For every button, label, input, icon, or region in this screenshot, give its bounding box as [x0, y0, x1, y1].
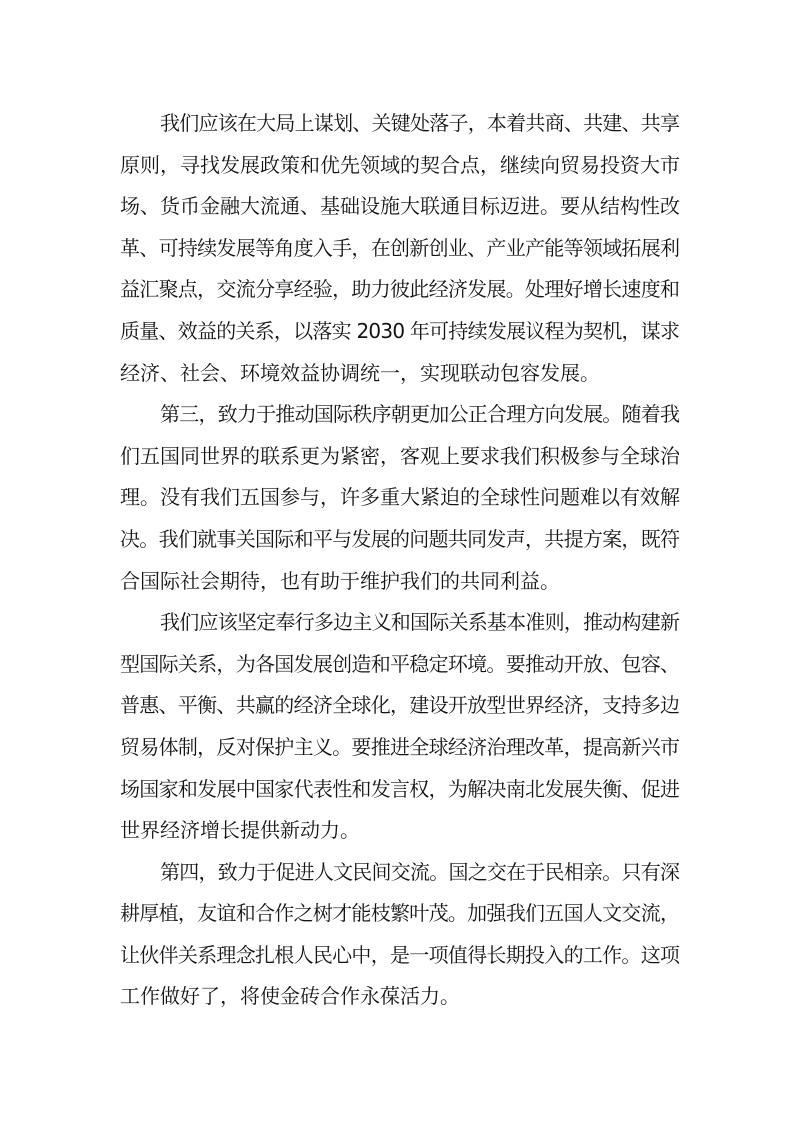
- paragraph-line: [120, 685, 680, 727]
- line-text: 革、可持续发展等角度入手，在创新创业、产业产能等领域拓展利: [120, 235, 680, 260]
- paragraph-line: [120, 186, 680, 228]
- line-text: 我们应该在大局上谋划、关键处落子，本着共商、共建、共享: [160, 111, 680, 135]
- paragraph-line: [120, 269, 680, 311]
- paragraph-line: [120, 394, 680, 436]
- paragraph-line: [120, 727, 680, 769]
- paragraph-line: [120, 353, 680, 395]
- paragraph-line: [120, 810, 680, 852]
- paragraph-4: [120, 852, 680, 1018]
- line-text: 型国际关系，为各国发展创造和平稳定环境。要推动开放、包容、: [120, 651, 680, 676]
- line-text: 场、货币金融大流通、基础设施大联通目标迈进。要从结构性改: [120, 194, 680, 219]
- paragraph-line: [120, 644, 680, 686]
- line-text: 第三，致力于推动国际秩序朝更加公正合理方向发展。随着我: [160, 402, 680, 427]
- line-text: 贸易体制，反对保护主义。要推进全球经济治理改革，提高新兴市: [120, 734, 680, 759]
- line-text: 质量、效益的关系，以落实 2030 年可持续发展议程为契机，谋求: [120, 318, 680, 343]
- paragraph-line: [120, 145, 680, 187]
- paragraph-line: [120, 602, 680, 644]
- paragraph-line: [120, 477, 680, 519]
- paragraph-line: [120, 852, 680, 894]
- line-text: 合国际社会期待，也有助于维护我们的共同利益。: [120, 568, 560, 593]
- document-body: [120, 103, 680, 1018]
- paragraph-line: [120, 893, 680, 935]
- line-text: 让伙伴关系理念扎根人民心中，是一项值得长期投入的工作。这项: [120, 942, 680, 967]
- line-text: 经济、社会、环境效益协调统一，实现联动包容发展。: [120, 360, 600, 385]
- line-text: 工作做好了，将使金砖合作永葆活力。: [120, 984, 460, 1009]
- line-text: 场国家和发展中国家代表性和发言权，为解决南北发展失衡、促进: [120, 776, 680, 801]
- line-text: 耕厚植，友谊和合作之树才能枝繁叶茂。加强我们五国人文交流，: [120, 901, 680, 926]
- paragraph-3: [120, 602, 680, 852]
- paragraph-line: [120, 228, 680, 270]
- paragraph-1: [120, 103, 680, 394]
- line-text: 理。没有我们五国参与，许多重大紧迫的全球性问题难以有效解: [120, 485, 680, 510]
- paragraph-line: [120, 935, 680, 977]
- paragraph-line: [120, 561, 680, 603]
- line-text: 普惠、平衡、共赢的经济全球化，建设开放型世界经济，支持多边: [120, 693, 680, 718]
- line-text: 们五国同世界的联系更为紧密，客观上要求我们积极参与全球治: [120, 443, 680, 468]
- paragraph-line: [120, 769, 680, 811]
- paragraph-line: [120, 976, 680, 1018]
- paragraph-2: [120, 394, 680, 602]
- line-text: 决。我们就事关国际和平与发展的问题共同发声，共提方案，既符: [120, 526, 680, 551]
- line-text: 原则，寻找发展政策和优先领域的契合点，继续向贸易投资大市: [120, 152, 680, 177]
- paragraph-line: [120, 103, 680, 145]
- line-text: 世界经济增长提供新动力。: [120, 818, 360, 843]
- line-text: 益汇聚点，交流分享经验，助力彼此经济发展。处理好增长速度和: [120, 277, 680, 302]
- paragraph-line: [120, 436, 680, 478]
- line-text: 第四，致力于促进人文民间交流。国之交在于民相亲。只有深: [160, 859, 680, 884]
- paragraph-line: [120, 519, 680, 561]
- line-text: 我们应该坚定奉行多边主义和国际关系基本准则，推动构建新: [160, 610, 680, 635]
- paragraph-line: [120, 311, 680, 353]
